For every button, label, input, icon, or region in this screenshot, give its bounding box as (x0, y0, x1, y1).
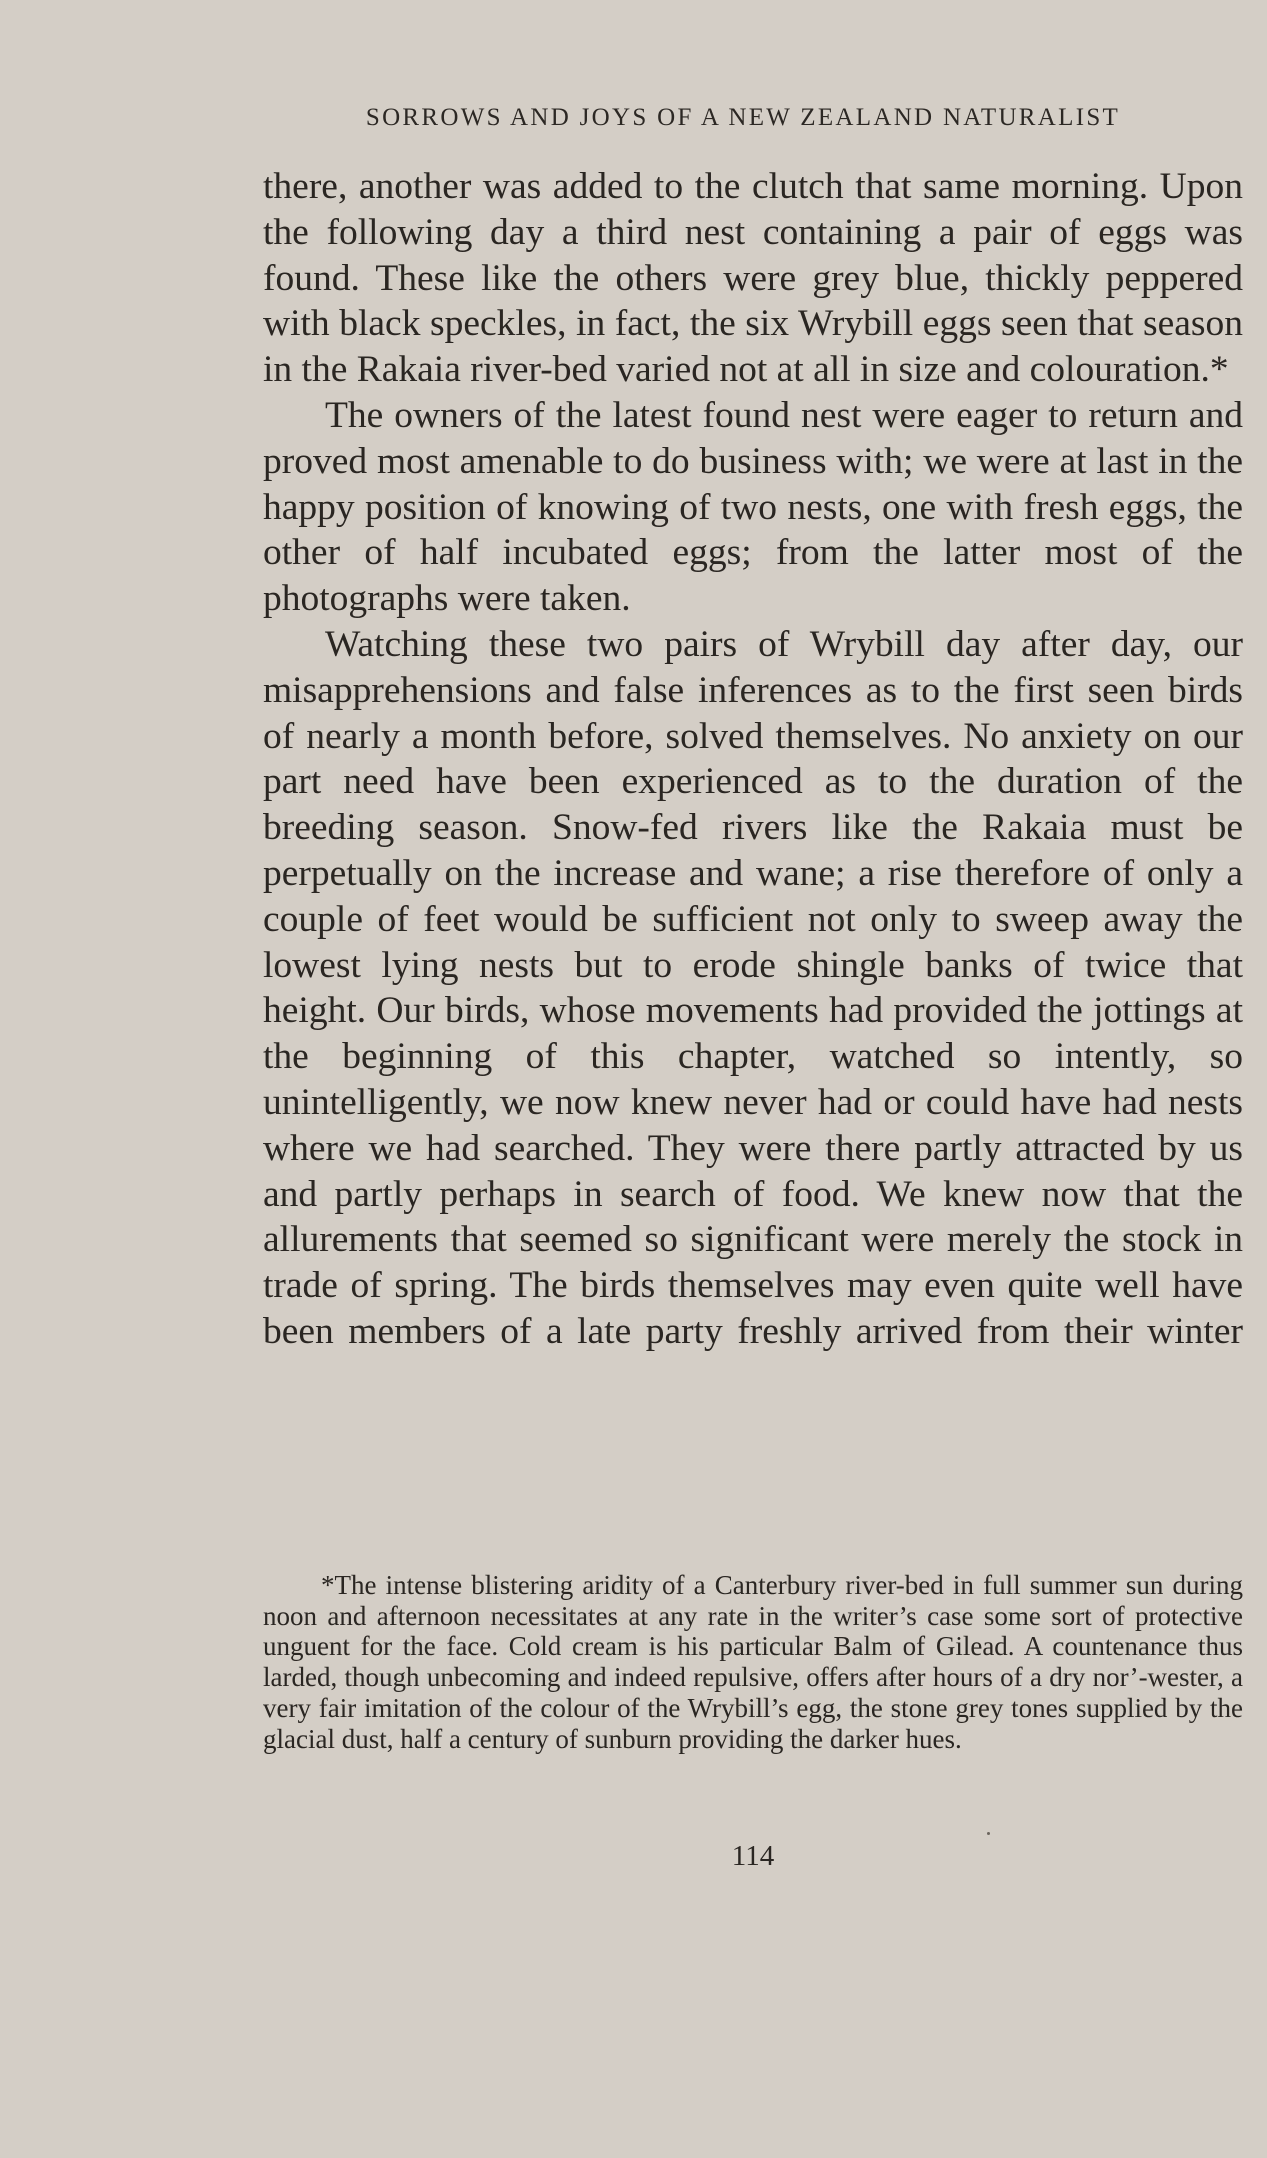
footnote-text: *The intense blistering aridity of a Canterbury river-bed in full summer sun during noon and afternoon necessitates at any rate in the writer’s case some sort of protective unguent for the face. Cold cream is his particular Balm of Gilead. A countenance thus larded, though unbecoming and indeed repulsive, offers after hours of a dry nor’-wester, a very fair imitation of the colour of the Wrybill’s egg, the stone grey tones supplied by the glacial dust, half a century of sunburn providing the darker hues. (263, 1570, 1243, 1754)
paragraph-watching-wrybill: Watching these two pairs of Wrybill day after day, our misapprehensions and false inferences as to the first seen birds of nearly a month before, solved themselves. No anxiety on our part need have been experienced as to the duration of the breeding season. Snow-fed rivers like the Rakaia must be perpetually on the increase and wane; a rise therefore of only a couple of feet would be sufficient not only to sweep away the lowest lying nests but to erode shingle banks of twice that height. Our birds, whose movements had provided the jottings at the beginning of this chapter, watched so intently, so unintelligently, we now knew never had or could have had nests where we had searched. They were there partly attracted by us and partly perhaps in search of food. We knew now that the allurements that seemed so significant were merely the stock in trade of spring. The birds themselves may even quite well have been members of a late party freshly arrived from their winter (263, 623, 1243, 1352)
page-number: 114 (731, 1840, 775, 1872)
body-text (263, 164, 1243, 1355)
running-head: SORROWS AND JOYS OF A NEW ZEALAND NATURALIST (365, 104, 1121, 131)
paper-speck (987, 1832, 990, 1835)
footnote (263, 1570, 1243, 1754)
paragraph-nest-owners: The owners of the latest found nest were eager to return and proved most amenable to do business with; we were at last in the happy position of knowing of two nests, one with fresh eggs, the other of half incubated eggs; from the latter most of the photographs were taken. (263, 394, 1243, 620)
paragraph-continuation: there, another was added to the clutch that same morning. Upon the following day a third nest containing a pair of eggs was found. These like the others were grey blue, thickly peppered with black speckles, in fact, the six Wrybill eggs seen that season in the Rakaia river-bed varied not at all in size and colouration.* (263, 166, 1243, 391)
